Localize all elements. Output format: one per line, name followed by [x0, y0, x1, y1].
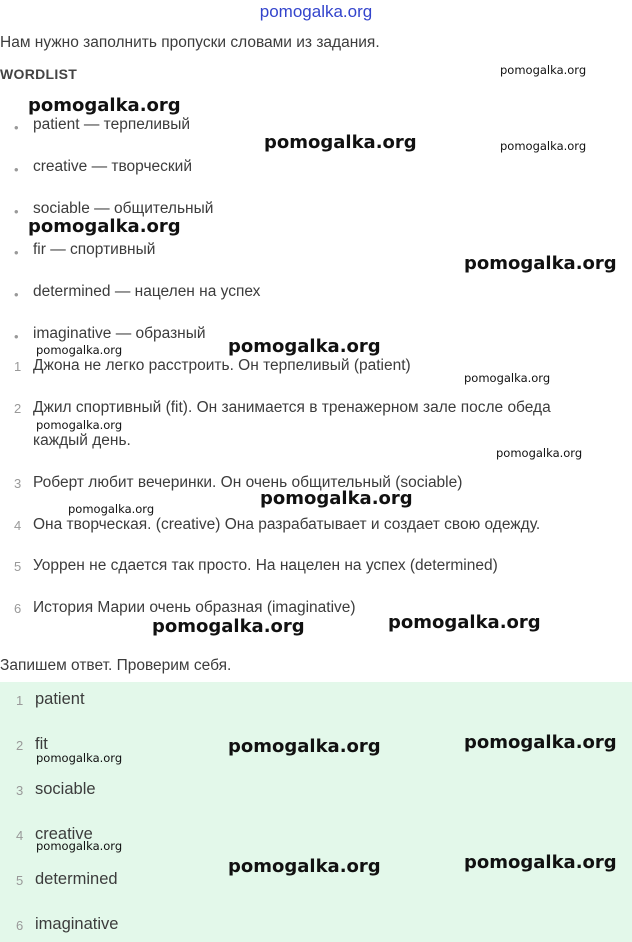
list-bullet: • [14, 329, 19, 344]
sentence-number: 5 [14, 559, 22, 574]
answer-word: creative [35, 825, 93, 843]
watermark: pomogalka.org [152, 616, 305, 637]
check-text: Запишем ответ. Проверим себя. [0, 657, 232, 674]
watermark: pomogalka.org [464, 253, 617, 274]
answer-number: 1 [16, 693, 24, 708]
watermark: pomogalka.org [28, 216, 181, 237]
sentence-text-continued: каждый день. [33, 432, 131, 449]
answer-word: sociable [35, 780, 96, 798]
watermark: pomogalka.org [228, 856, 381, 877]
watermark: pomogalka.org [36, 418, 123, 432]
sentence-text: Джона не легко расстроить. Он терпеливый (patient) [33, 357, 411, 374]
watermark: pomogalka.org [28, 95, 181, 116]
watermark: pomogalka.org [464, 852, 617, 873]
watermark: pomogalka.org [228, 736, 381, 757]
list-bullet: • [14, 245, 19, 260]
wordlist-item: patient — терпеливый [33, 116, 191, 133]
sentence-number: 3 [14, 476, 22, 491]
wordlist-item: sociable — общительный [33, 200, 214, 217]
answer-number: 6 [16, 918, 24, 933]
sentence-text: Роберт любит вечеринки. Он очень общительный (sociable) [33, 474, 463, 491]
watermark: pomogalka.org [388, 612, 541, 633]
watermark: pomogalka.org [68, 502, 155, 516]
wordlist-item: determined — нацелен на успех [33, 283, 261, 300]
site-title[interactable]: pomogalka.org [259, 2, 373, 21]
watermark: pomogalka.org [496, 446, 583, 460]
wordlist-title: WORDLIST [0, 66, 78, 82]
wordlist-item: fir — спортивный [33, 241, 156, 258]
list-bullet: • [14, 287, 19, 302]
answer-word: patient [35, 690, 85, 708]
watermark: pomogalka.org [36, 751, 123, 765]
list-bullet: • [14, 120, 19, 135]
sentence-text: История Марии очень образная (imaginative) [33, 599, 356, 616]
sentence-text: Джил спортивный (fit). Он занимается в тренажерном зале после обеда [33, 399, 551, 416]
answer-number: 2 [16, 738, 24, 753]
sentence-text: Она творческая. (creative) Она разрабатывает и создает свою одежду. [33, 516, 541, 533]
list-bullet: • [14, 162, 19, 177]
sentence-number: 2 [14, 401, 22, 416]
intro-text: Нам нужно заполнить пропуски словами из задания. [0, 34, 380, 51]
watermark: pomogalka.org [260, 488, 413, 509]
answer-number: 3 [16, 783, 24, 798]
watermark: pomogalka.org [36, 343, 123, 357]
wordlist-item: creative — творческий [33, 158, 192, 175]
sentence-text: Уоррен не сдается так просто. На нацелен на успех (determined) [33, 557, 498, 574]
answer-number: 5 [16, 873, 24, 888]
sentence-number: 4 [14, 518, 22, 533]
watermark: pomogalka.org [500, 63, 587, 77]
answer-word: imaginative [35, 915, 119, 933]
watermark: pomogalka.org [228, 336, 381, 357]
sentence-number: 1 [14, 359, 22, 374]
sentence-number: 6 [14, 601, 22, 616]
list-bullet: • [14, 204, 19, 219]
watermark: pomogalka.org [464, 371, 551, 385]
watermark: pomogalka.org [464, 732, 617, 753]
watermark: pomogalka.org [264, 132, 417, 153]
watermark: pomogalka.org [500, 139, 587, 153]
answer-number: 4 [16, 828, 24, 843]
answer-word: fit [35, 735, 48, 753]
answers-panel [0, 682, 632, 942]
answer-word: determined [35, 870, 118, 888]
wordlist-item: imaginative — образный [33, 325, 206, 342]
watermark: pomogalka.org [36, 839, 123, 853]
